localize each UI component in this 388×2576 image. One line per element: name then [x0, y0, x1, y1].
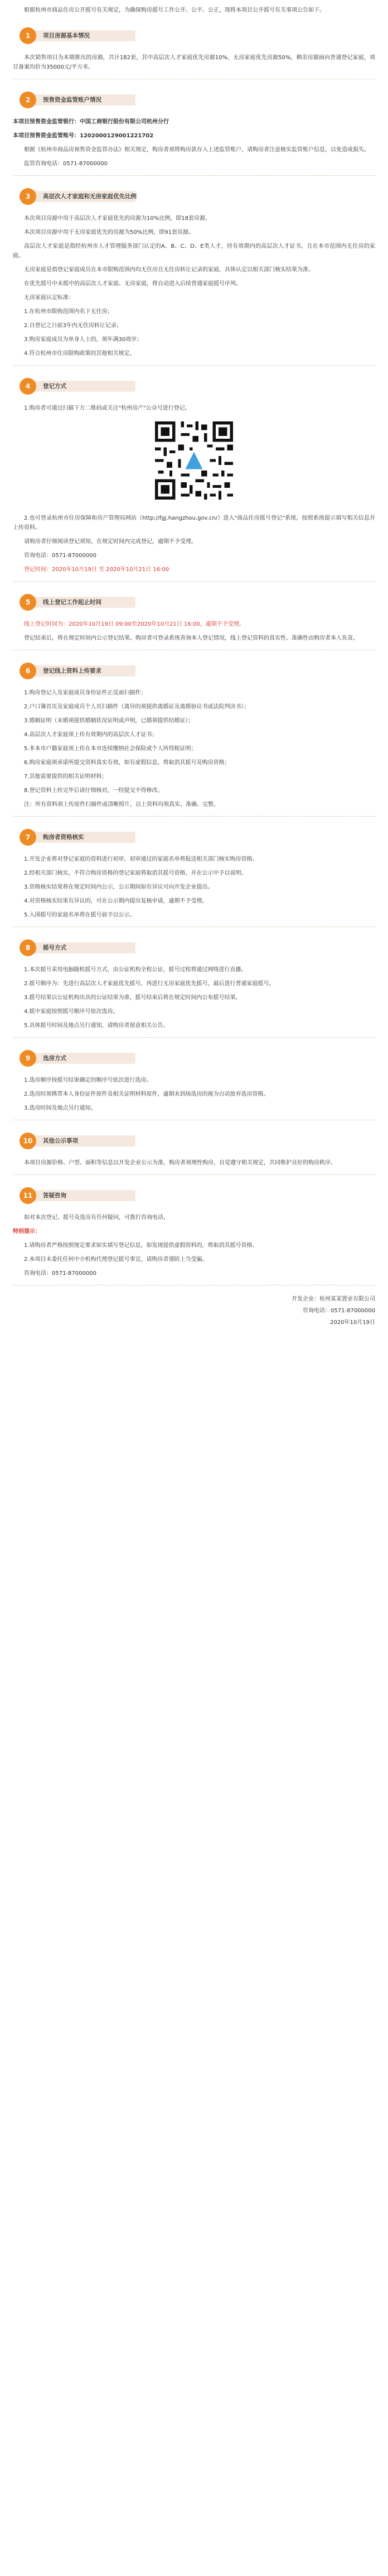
paragraph: 6.购房家庭须承诺所提交资料真实有效，如有虚假信息，将取消其摇号及购房资格； — [24, 760, 230, 766]
paragraph: 线上登记时间为：2020年10月19日 09:00至2020年10月21日 16:00，逾期不予受理。 — [24, 621, 245, 627]
paragraph: 2.本项目未委托任何中介机构代理登记摇号事宜，请购房者谨防上当受骗。 — [24, 1256, 208, 1263]
paragraph: 在优先摇号中未摇中的高层次人才家庭、无房家庭，将自动进入后续普通家庭摇号序列。 — [24, 281, 241, 287]
paragraph: 2.摇号顺序为：先进行高层次人才家庭优先摇号，再进行无房家庭优先摇号，最后进行普通家庭摇号。 — [24, 981, 275, 987]
paragraph: 3.选房时间及地点另行通知。 — [24, 1105, 96, 1111]
section-title: 其他公示事项 — [43, 1138, 78, 1144]
paragraph: 咨询电话：0571-87000000 — [24, 553, 96, 559]
paragraph: 8.登记资料上传完毕后请仔细核对，一经提交不得修改。 — [24, 788, 163, 794]
section-title: 预售资金监管账户情况 — [43, 97, 101, 103]
paragraph: 1.开发企业将对登记家庭的资料进行初审，初审通过的家庭名单将报送相关部门核实购房资格。 — [24, 856, 258, 862]
paragraph: 3.资格核实结果将在规定时间内公示，公示期间如有异议可向开发企业提出。 — [24, 884, 214, 890]
paragraph: 3.摇号结果以公证机构出具的公证结果为准，摇号结束后将在规定时间内公布摇号结果。 — [24, 995, 241, 1001]
paragraph: 请购房者仔细阅读登记须知，在规定时间内完成登记，逾期不予受理。 — [24, 539, 197, 545]
section-title: 登记线上资料上传要求 — [43, 668, 101, 674]
section-title: 登记方式 — [43, 383, 66, 390]
paragraph: 3.婚姻证明（未婚须提供婚姻状况证明或声明，已婚须提供结婚证）； — [24, 718, 194, 724]
paragraph: 1.本次摇号采用电脑随机摇号方式，由公证机构全程公证，摇号过程将通过网络进行直播。 — [24, 967, 247, 973]
section-1-header: 1 项目房源基本情况 — [13, 25, 375, 46]
paragraph: 登记结束后，将在规定时间内公示登记结果。购房者可登录系统查询本人登记情况，线上登记资料的真实性、准确性由购房者本人负责。 — [24, 635, 358, 641]
paragraph: 特别提示： — [13, 1229, 41, 1235]
paragraph: 5.非本市户籍家庭须上传在本市连续缴纳社会保险或个人所得税证明； — [24, 746, 197, 752]
section-5-header: 5 线上登记工作起止时间 — [13, 592, 375, 613]
section-title: 高层次人才家庭和无房家庭优先比例 — [43, 193, 137, 200]
paragraph: 本次销售项目为本期推出的房源，共计182套，其中高层次人才家庭优先房源10%，无房家庭优先房源50%，剩余房源面向普通登记家庭，项目备案均价为35000元/平方米。 — [13, 55, 375, 70]
section-11-header: 11 答疑咨询 — [13, 1185, 375, 1206]
paragraph: 无房家庭是指登记家庭成员在本市限购范围内均无住房且无住房转让记录的家庭，具体认定以相关部门核实结果为准。 — [24, 267, 314, 273]
paragraph: 登记时间：2020年10月19日 至 2020年10月21日 16:00 — [24, 567, 169, 573]
paragraph: 1.在杭州市限购范围内名下无住房； — [24, 309, 113, 315]
section-title: 项目房源基本情况 — [43, 32, 90, 39]
paragraph: 5.入围摇号的家庭名单将在摇号前予以公示。 — [24, 912, 135, 918]
announcement — [13, 0, 375, 1327]
paragraph: 根据《杭州市商品房预售资金监管办法》相关规定，购房者须将购房款存入上述监管账户，请购房者注意核实监管账户信息，以免造成损失。 — [24, 147, 370, 153]
section-7-header: 7 购房者资格核实 — [13, 827, 375, 848]
paragraph: 2.自登记之日前3年内无住房转让记录； — [24, 323, 122, 329]
qr-code-container — [13, 419, 375, 506]
paragraph: 1.选房顺序按摇号结果确定的顺序号依次进行选房。 — [24, 1077, 152, 1083]
section-3-header: 3 高层次人才家庭和无房家庭优先比例 — [13, 186, 375, 207]
section-9-header: 9 选房方式 — [13, 1048, 375, 1069]
paragraph: 1.请购房者严格按照规定要求如实填写登记信息，如发现提供虚假资料的，将取消其摇号资格。 — [24, 1243, 258, 1249]
paragraph: 7.其他需要提供的相关证明材料； — [24, 774, 108, 780]
section-6-header: 6 登记线上资料上传要求 — [13, 660, 375, 682]
paragraph: 1.购房登记人及家庭成员身份证件正反面扫描件； — [24, 690, 147, 696]
paragraph: 如对本次登记、摇号及选房有任何疑问，可拨打咨询电话。 — [24, 1215, 169, 1221]
paragraph: 高层次人才家庭是指经杭州市人才管理服务部门认定的A、B、C、D、E类人才，持有效期内的高层次人才证书，且在本市范围内无住房的家庭。 — [13, 243, 375, 259]
paragraph: 本次项目房源中用于无房家庭优先的房源为50%比例，即91套房源。 — [24, 229, 194, 236]
footer — [13, 1294, 375, 1327]
paragraph: 本项目房源价格、户型、面积等信息以开发企业公示为准，购房者须理性购房，自觉遵守相关规定，共同维护良好的购房秩序。 — [24, 1160, 336, 1166]
paragraph: 本次项目房源中用于高层次人才家庭优先的房源为10%比例，即18套房源。 — [24, 215, 211, 222]
section-title: 购房者资格核实 — [43, 834, 84, 841]
section-title: 选房方式 — [43, 1055, 66, 1062]
paragraph: 1.购房者可通过扫描下方二维码或关注"杭州房产"公众号进行登记。 — [24, 405, 191, 411]
developer-name: 开发企业：杭州某某置业有限公司 — [292, 1296, 375, 1302]
section-title: 答疑咨询 — [43, 1192, 66, 1199]
paragraph: 2.也可登录杭州市住房保障和房产管理局网站（http://fgj.hangzhou.gov.cn/）进入"商品住房摇号登记"系统，按照系统提示填写相关信息并上传资料。 — [13, 515, 375, 531]
paragraph: 无房家庭认定标准： — [24, 295, 74, 301]
paragraph: 2.经相关部门核实，不符合购房资格的登记家庭将取消其摇号资格，并在公示中予以说明。 — [24, 870, 247, 876]
paragraph: 2.户口簿首页及家庭成员个人页扫描件（离异的须提供离婚证及离婚协议书或法院判决书）； — [24, 704, 250, 710]
footer-date: 2020年10月19日 — [330, 1320, 375, 1326]
paragraph: 2.选房时须携带本人身份证件原件及相关证明材料原件，逾期未到场选房的视为自动放弃选房资格。 — [24, 1091, 269, 1097]
paragraph: 3.购房家庭成员为单身人士的，须年满30周岁； — [24, 337, 143, 343]
paragraph: 监管咨询电话：0571-87000000 — [24, 161, 108, 167]
paragraph: 4.符合杭州市住房限购政策的其他相关规定。 — [24, 351, 135, 357]
paragraph: 4.摇中家庭按照摇号顺序号依次选房。 — [24, 1009, 119, 1015]
intro-text: 根据杭州市商品住房公开摇号有关规定，为确保购房摇号工作公开、公平、公正，现将本项目公开摇号有关事项公告如下。 — [24, 7, 325, 13]
section-2-header: 2 预售资金监管账户情况 — [13, 89, 375, 111]
paragraph: 本项目预售资金监管银行：中国工商银行股份有限公司杭州分行 — [13, 119, 169, 125]
footer-phone: 咨询电话：0571-87000000 — [303, 1308, 375, 1314]
section-4-header: 4 登记方式 — [13, 376, 375, 397]
paragraph: 咨询电话：0571-87000000 — [24, 1270, 96, 1277]
section-8-header: 8 摇号方式 — [13, 937, 375, 958]
paragraph: 5.具体摇号时间及地点另行通知，请购房者留意相关公告。 — [24, 1023, 169, 1029]
qr-code-icon[interactable] — [152, 419, 236, 502]
paragraph: 本项目预售资金监管账号：1202000129001221702 — [13, 133, 154, 139]
section-title: 线上登记工作起止时间 — [43, 599, 101, 606]
paragraph: 4.高层次人才家庭须上传有效期内的高层次人才证书； — [24, 732, 158, 738]
paragraph: 4.对资格核实结果有异议的，可在公示期内提出复核申请，逾期不予受理。 — [24, 898, 208, 904]
paragraph: 注：所有资料须上传原件扫描件或清晰照片，以上资料均须真实、准确、完整。 — [24, 802, 219, 808]
section-10-header: 10 其他公示事项 — [13, 1130, 375, 1152]
section-title: 摇号方式 — [43, 944, 66, 951]
